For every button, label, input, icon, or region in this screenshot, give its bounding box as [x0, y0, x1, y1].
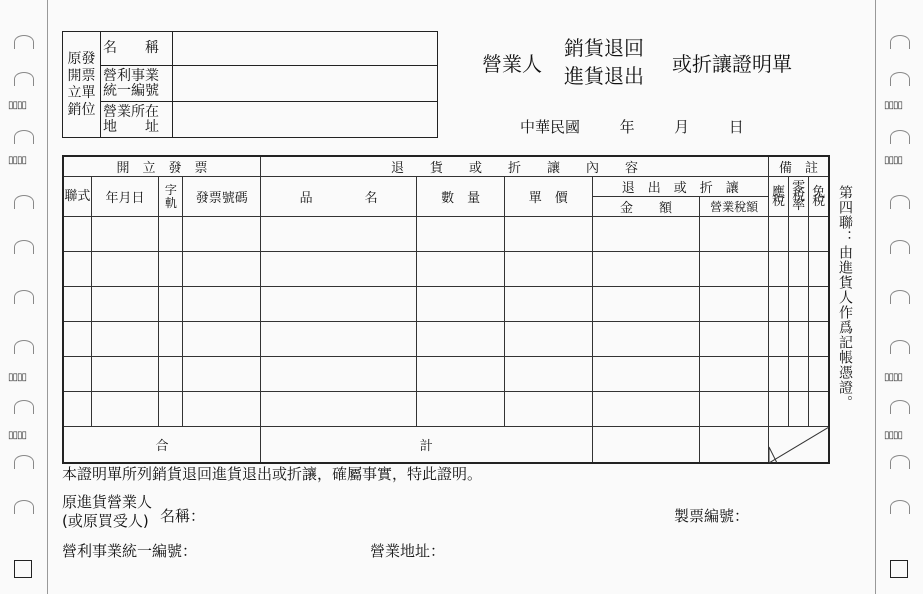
- col-track: 字軌: [159, 177, 183, 217]
- total-tax-field[interactable]: [700, 427, 769, 463]
- feed-hole: [890, 455, 910, 469]
- perforation-mark: ▯▯▯▯: [8, 155, 27, 166]
- feed-hole: [14, 72, 34, 86]
- feed-hole: [890, 340, 910, 354]
- col-taxable: 應稅: [768, 177, 788, 217]
- feed-hole: [14, 500, 34, 514]
- content-group-header: 退 貨 或 折 讓 內 容: [261, 156, 769, 177]
- buyer-name-label: 名稱：: [160, 507, 206, 525]
- buyer-ban-label: 營利事業統一編號：: [62, 542, 198, 560]
- seller-name-label: 名 稱: [101, 32, 173, 66]
- perforation-mark: ▯▯▯▯: [884, 100, 903, 111]
- table-row: [63, 392, 829, 427]
- total-amount-field[interactable]: [592, 427, 700, 463]
- seller-ban-field[interactable]: [173, 66, 438, 102]
- col-zero-rated: 零稅率: [789, 177, 809, 217]
- buyer-ban-field[interactable]: [210, 540, 360, 560]
- date-year[interactable]: 年: [619, 118, 635, 136]
- diagonal-slash: [769, 427, 829, 463]
- title-suffix: 或折讓證明單: [672, 52, 792, 76]
- feed-hole: [14, 195, 34, 209]
- perforation-mark: ▯▯▯▯: [8, 372, 27, 383]
- feed-hole: [890, 500, 910, 514]
- copy-purpose-note: 第四聯：由進貨人作爲記帳憑證。: [837, 185, 853, 410]
- feed-hole: [890, 35, 910, 49]
- feed-hole: [14, 340, 34, 354]
- feed-hole: [14, 130, 34, 144]
- title-prefix: 營業人: [482, 52, 542, 76]
- remark-group-header: 備 註: [768, 156, 829, 177]
- perforation-mark: ▯▯▯▯: [884, 155, 903, 166]
- table-row: [63, 357, 829, 392]
- feed-hole: [890, 400, 910, 414]
- perforation-mark: ▯▯▯▯: [8, 430, 27, 441]
- col-tax-exempt: 免稅: [809, 177, 829, 217]
- date-era: 中華民國: [520, 118, 581, 136]
- col-quantity: 數 量: [417, 177, 505, 217]
- form-title: [482, 30, 842, 90]
- certification-statement: 本證明單所列銷貨退回進貨退出或折讓，確屬事實，特此證明。: [62, 465, 483, 483]
- date-line: [520, 116, 744, 137]
- col-business-tax: 營業稅額: [700, 197, 769, 217]
- col-item-name: 品 名: [261, 177, 417, 217]
- feed-hole: [14, 35, 34, 49]
- buyer-name-field[interactable]: [215, 505, 635, 525]
- perforation-mark: ▯▯▯▯: [8, 100, 27, 111]
- col-unit-price: 單 價: [504, 177, 592, 217]
- return-allowance-table: [62, 155, 830, 464]
- table-row: [63, 217, 829, 252]
- date-month[interactable]: 月: [674, 118, 690, 136]
- col-copy-type: 聯式: [63, 177, 91, 217]
- registration-square: [890, 560, 908, 578]
- feed-hole: [890, 290, 910, 304]
- feed-hole: [890, 195, 910, 209]
- title-middle-bottom: 進貨退出: [564, 64, 644, 88]
- buyer-address-label: 營業地址：: [370, 542, 446, 560]
- feed-hole: [14, 455, 34, 469]
- seller-ban-label: 營利事業統一編號: [101, 66, 173, 102]
- invoice-group-header: 開 立 發 票: [63, 156, 261, 177]
- buyer-address-field[interactable]: [455, 540, 825, 560]
- title-middle-top: 銷貨退回: [564, 36, 644, 60]
- seller-name-field[interactable]: [173, 32, 438, 66]
- seller-address-label: 營業所在地 址: [101, 102, 173, 138]
- right-tractor-strip: [875, 0, 923, 594]
- perforation-mark: ▯▯▯▯: [884, 430, 903, 441]
- seller-info-box: [62, 31, 438, 138]
- feed-hole: [890, 130, 910, 144]
- seller-address-field[interactable]: [173, 102, 438, 138]
- feed-hole: [14, 400, 34, 414]
- left-tractor-strip: [0, 0, 48, 594]
- col-date: 年月日: [91, 177, 159, 217]
- seller-label: 原發 開票 立單 銷位: [63, 32, 101, 138]
- total-remark-cell: [768, 427, 829, 463]
- total-row: [63, 427, 829, 463]
- buyer-label: [62, 493, 152, 531]
- table-row: [63, 252, 829, 287]
- feed-hole: [14, 240, 34, 254]
- registration-square: [14, 560, 32, 578]
- total-label-left: 合: [63, 427, 261, 463]
- total-label-right: 計: [261, 427, 593, 463]
- feed-hole: [890, 240, 910, 254]
- serial-number-label: 製票編號：: [674, 507, 750, 525]
- col-amount: 金 額: [592, 197, 700, 217]
- return-group-header: 退 出 或 折 讓: [592, 177, 768, 197]
- col-invoice-number: 發票號碼: [183, 177, 261, 217]
- date-day[interactable]: 日: [728, 118, 744, 136]
- buyer-label-line2: (或原買受人): [62, 512, 149, 530]
- buyer-label-line1: 原進貨營業人: [62, 493, 153, 511]
- feed-hole: [14, 290, 34, 304]
- feed-hole: [890, 72, 910, 86]
- table-row: [63, 287, 829, 322]
- perforation-mark: ▯▯▯▯: [884, 372, 903, 383]
- table-row: [63, 322, 829, 357]
